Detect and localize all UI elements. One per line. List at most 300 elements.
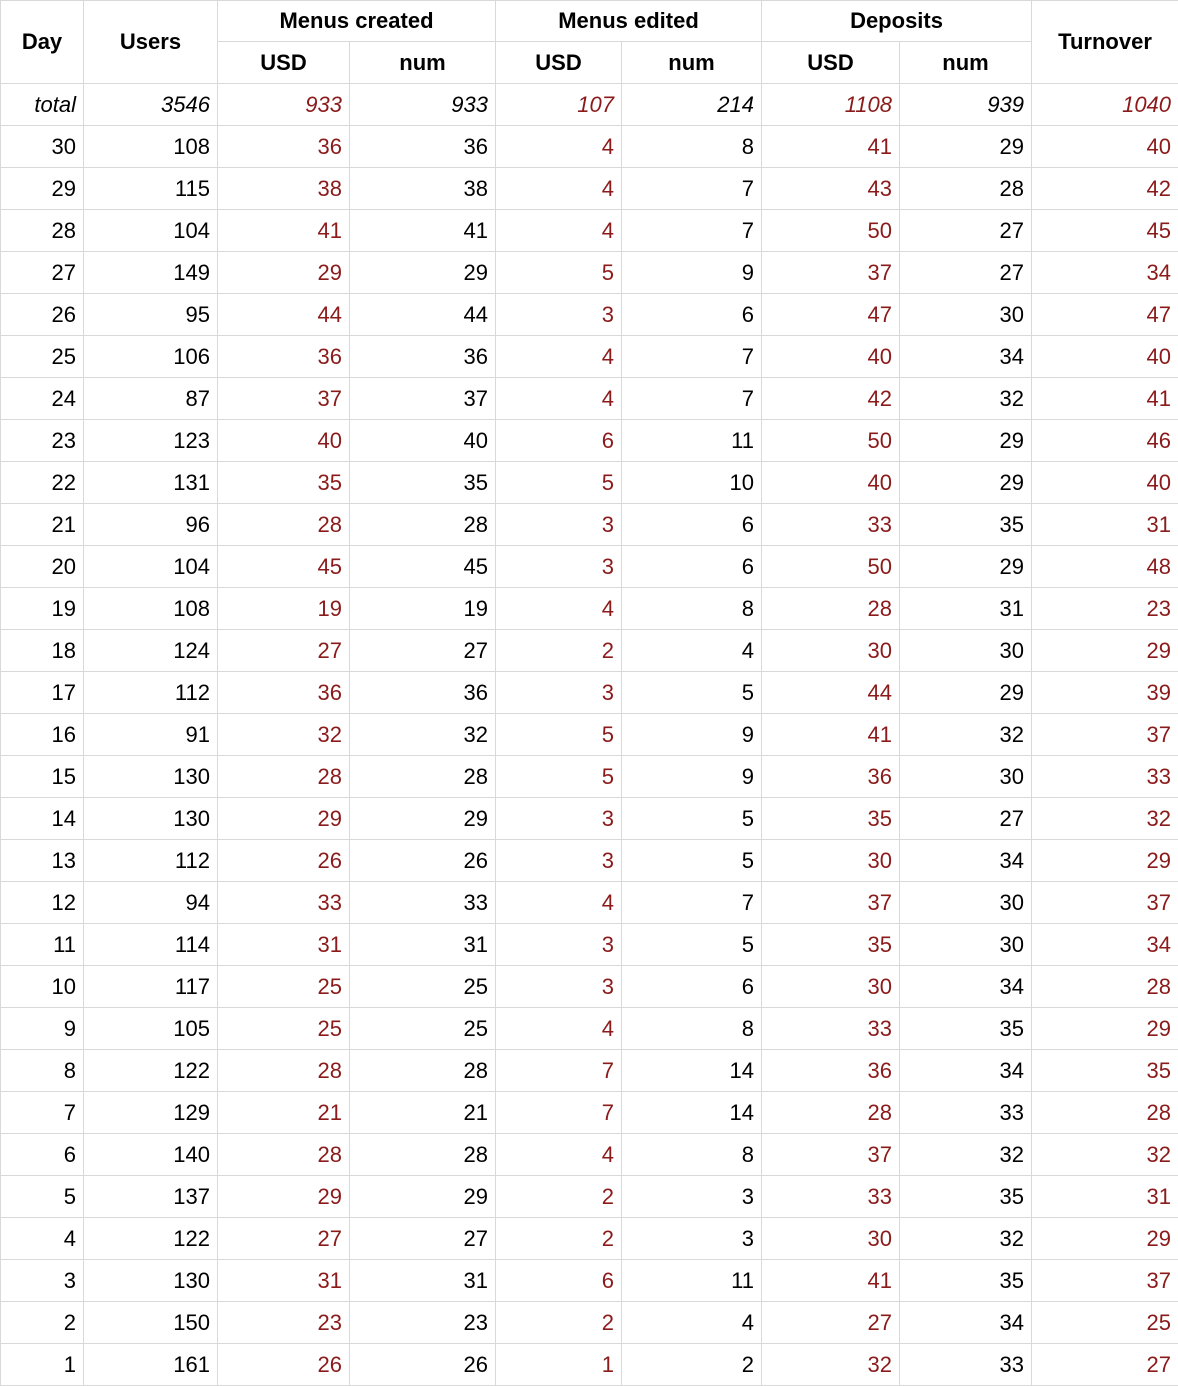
cell-menus-edited-usd: 1 xyxy=(496,1344,622,1386)
table-row xyxy=(1,882,1178,924)
cell-users: 117 xyxy=(84,966,218,1008)
subheader-deposits-num: num xyxy=(900,42,1032,84)
cell-deposits-num: 30 xyxy=(900,924,1032,966)
cell-day: 12 xyxy=(1,882,84,924)
cell-menus-created-usd: 38 xyxy=(218,168,350,210)
cell-turnover: 31 xyxy=(1032,504,1178,546)
cell-menus-created-usd: 28 xyxy=(218,1050,350,1092)
cell-turnover: 35 xyxy=(1032,1050,1178,1092)
cell-deposits-usd: 37 xyxy=(762,882,900,924)
cell-menus-edited-usd: 5 xyxy=(496,462,622,504)
cell-turnover: 31 xyxy=(1032,1176,1178,1218)
cell-menus-created-usd: 35 xyxy=(218,462,350,504)
cell-menus-edited-usd: 4 xyxy=(496,1134,622,1176)
cell-menus-edited-num: 3 xyxy=(622,1176,762,1218)
cell-deposits-usd: 35 xyxy=(762,924,900,966)
cell-turnover: 45 xyxy=(1032,210,1178,252)
cell-deposits-usd: 50 xyxy=(762,420,900,462)
subheader-menus-edited-usd: USD xyxy=(496,42,622,84)
cell-menus-edited-usd: 3 xyxy=(496,294,622,336)
cell-deposits-usd: 37 xyxy=(762,252,900,294)
cell-menus-edited-num: 5 xyxy=(622,672,762,714)
cell-deposits-usd: 35 xyxy=(762,798,900,840)
subheader-deposits-usd: USD xyxy=(762,42,900,84)
cell-deposits-usd: 30 xyxy=(762,966,900,1008)
cell-day: 1 xyxy=(1,1344,84,1386)
table-row xyxy=(1,1176,1178,1218)
cell-deposits-num: 27 xyxy=(900,210,1032,252)
cell-menus-created-usd: 28 xyxy=(218,756,350,798)
cell-menus-edited-num: 14 xyxy=(622,1050,762,1092)
cell-menus-edited-usd: 4 xyxy=(496,168,622,210)
cell-users: 105 xyxy=(84,1008,218,1050)
cell-day: 16 xyxy=(1,714,84,756)
cell-users: 108 xyxy=(84,126,218,168)
cell-menus-edited-num: 6 xyxy=(622,546,762,588)
cell-menus-edited-num: 7 xyxy=(622,882,762,924)
header-menus-created: Menus created xyxy=(218,1,496,42)
cell-turnover: 47 xyxy=(1032,294,1178,336)
cell-menus-edited-num: 5 xyxy=(622,798,762,840)
table-body xyxy=(1,84,1178,1386)
table-row xyxy=(1,1260,1178,1302)
cell-day: 30 xyxy=(1,126,84,168)
cell-menus-edited-usd: 4 xyxy=(496,126,622,168)
cell-deposits-num: 29 xyxy=(900,420,1032,462)
cell-menus-edited-num: 9 xyxy=(622,714,762,756)
cell-deposits-usd: 42 xyxy=(762,378,900,420)
cell-day: 5 xyxy=(1,1176,84,1218)
cell-day: 13 xyxy=(1,840,84,882)
cell-users: 130 xyxy=(84,798,218,840)
cell-deposits-usd: 33 xyxy=(762,1176,900,1218)
cell-menus-edited-num: 8 xyxy=(622,588,762,630)
table-row xyxy=(1,966,1178,1008)
cell-menus-created-usd: 29 xyxy=(218,252,350,294)
cell-menus-created-num: 44 xyxy=(350,294,496,336)
total-menus-created-usd: 933 xyxy=(218,84,350,126)
cell-users: 161 xyxy=(84,1344,218,1386)
cell-turnover: 29 xyxy=(1032,1218,1178,1260)
cell-deposits-num: 29 xyxy=(900,672,1032,714)
cell-users: 114 xyxy=(84,924,218,966)
header-deposits: Deposits xyxy=(762,1,1032,42)
cell-day: 18 xyxy=(1,630,84,672)
cell-users: 123 xyxy=(84,420,218,462)
cell-turnover: 28 xyxy=(1032,1092,1178,1134)
cell-menus-created-usd: 27 xyxy=(218,630,350,672)
cell-day: 25 xyxy=(1,336,84,378)
cell-users: 87 xyxy=(84,378,218,420)
cell-users: 112 xyxy=(84,840,218,882)
cell-menus-created-usd: 28 xyxy=(218,504,350,546)
cell-users: 131 xyxy=(84,462,218,504)
table-row xyxy=(1,1008,1178,1050)
table-row xyxy=(1,420,1178,462)
cell-users: 124 xyxy=(84,630,218,672)
cell-menus-edited-usd: 7 xyxy=(496,1050,622,1092)
table-row xyxy=(1,1134,1178,1176)
cell-menus-edited-num: 8 xyxy=(622,1134,762,1176)
cell-deposits-usd: 41 xyxy=(762,1260,900,1302)
cell-menus-created-num: 26 xyxy=(350,840,496,882)
table-row xyxy=(1,168,1178,210)
total-row xyxy=(1,84,1178,126)
cell-menus-edited-usd: 4 xyxy=(496,882,622,924)
table-row xyxy=(1,1092,1178,1134)
header-menus-edited: Menus edited xyxy=(496,1,762,42)
cell-deposits-usd: 40 xyxy=(762,336,900,378)
cell-turnover: 27 xyxy=(1032,1344,1178,1386)
table-row xyxy=(1,504,1178,546)
cell-menus-created-usd: 26 xyxy=(218,840,350,882)
cell-turnover: 40 xyxy=(1032,462,1178,504)
cell-menus-edited-num: 9 xyxy=(622,756,762,798)
cell-menus-edited-usd: 3 xyxy=(496,924,622,966)
cell-menus-created-num: 35 xyxy=(350,462,496,504)
cell-menus-edited-num: 4 xyxy=(622,1302,762,1344)
cell-menus-edited-num: 14 xyxy=(622,1092,762,1134)
cell-deposits-usd: 30 xyxy=(762,1218,900,1260)
cell-deposits-num: 27 xyxy=(900,798,1032,840)
total-menus-edited-num: 214 xyxy=(622,84,762,126)
cell-day: 24 xyxy=(1,378,84,420)
cell-menus-created-usd: 44 xyxy=(218,294,350,336)
subheader-menus-created-usd: USD xyxy=(218,42,350,84)
table-row xyxy=(1,1302,1178,1344)
cell-menus-created-usd: 36 xyxy=(218,126,350,168)
cell-menus-created-usd: 32 xyxy=(218,714,350,756)
cell-day: 17 xyxy=(1,672,84,714)
total-users: 3546 xyxy=(84,84,218,126)
cell-turnover: 46 xyxy=(1032,420,1178,462)
cell-menus-edited-num: 11 xyxy=(622,1260,762,1302)
cell-menus-edited-usd: 4 xyxy=(496,588,622,630)
cell-users: 108 xyxy=(84,588,218,630)
cell-menus-edited-num: 5 xyxy=(622,924,762,966)
cell-menus-edited-num: 6 xyxy=(622,966,762,1008)
cell-turnover: 37 xyxy=(1032,1260,1178,1302)
cell-deposits-num: 30 xyxy=(900,882,1032,924)
cell-menus-edited-usd: 5 xyxy=(496,252,622,294)
total-menus-edited-usd: 107 xyxy=(496,84,622,126)
cell-deposits-num: 34 xyxy=(900,1050,1032,1092)
cell-menus-edited-usd: 3 xyxy=(496,840,622,882)
cell-menus-edited-num: 7 xyxy=(622,210,762,252)
cell-day: 10 xyxy=(1,966,84,1008)
cell-deposits-num: 33 xyxy=(900,1344,1032,1386)
cell-menus-edited-num: 6 xyxy=(622,294,762,336)
cell-menus-created-num: 29 xyxy=(350,252,496,294)
cell-users: 137 xyxy=(84,1176,218,1218)
cell-deposits-num: 35 xyxy=(900,1008,1032,1050)
cell-users: 130 xyxy=(84,756,218,798)
cell-menus-created-num: 36 xyxy=(350,672,496,714)
cell-menus-created-num: 28 xyxy=(350,504,496,546)
subheader-menus-edited-num: num xyxy=(622,42,762,84)
cell-deposits-num: 33 xyxy=(900,1092,1032,1134)
cell-menus-edited-usd: 3 xyxy=(496,798,622,840)
cell-turnover: 32 xyxy=(1032,798,1178,840)
cell-menus-created-num: 36 xyxy=(350,336,496,378)
cell-deposits-num: 32 xyxy=(900,378,1032,420)
cell-users: 122 xyxy=(84,1050,218,1092)
cell-deposits-usd: 47 xyxy=(762,294,900,336)
cell-menus-created-usd: 27 xyxy=(218,1218,350,1260)
cell-deposits-num: 34 xyxy=(900,840,1032,882)
cell-day: 21 xyxy=(1,504,84,546)
table-row xyxy=(1,378,1178,420)
cell-menus-created-num: 31 xyxy=(350,1260,496,1302)
cell-deposits-usd: 33 xyxy=(762,504,900,546)
cell-turnover: 29 xyxy=(1032,630,1178,672)
cell-deposits-num: 34 xyxy=(900,336,1032,378)
cell-menus-created-num: 38 xyxy=(350,168,496,210)
cell-menus-created-num: 31 xyxy=(350,924,496,966)
total-deposits-num: 939 xyxy=(900,84,1032,126)
cell-deposits-usd: 30 xyxy=(762,840,900,882)
cell-menus-created-usd: 19 xyxy=(218,588,350,630)
cell-menus-created-usd: 25 xyxy=(218,1008,350,1050)
cell-day: 2 xyxy=(1,1302,84,1344)
cell-menus-edited-usd: 2 xyxy=(496,630,622,672)
total-label: total xyxy=(1,84,84,126)
cell-deposits-num: 34 xyxy=(900,966,1032,1008)
cell-day: 26 xyxy=(1,294,84,336)
cell-menus-edited-usd: 3 xyxy=(496,672,622,714)
table-row xyxy=(1,210,1178,252)
cell-menus-created-num: 27 xyxy=(350,1218,496,1260)
cell-menus-created-usd: 45 xyxy=(218,546,350,588)
cell-users: 129 xyxy=(84,1092,218,1134)
cell-menus-created-usd: 28 xyxy=(218,1134,350,1176)
cell-menus-created-num: 28 xyxy=(350,1134,496,1176)
cell-deposits-usd: 27 xyxy=(762,1302,900,1344)
cell-users: 150 xyxy=(84,1302,218,1344)
cell-deposits-num: 30 xyxy=(900,756,1032,798)
cell-deposits-num: 30 xyxy=(900,630,1032,672)
cell-deposits-usd: 41 xyxy=(762,714,900,756)
table-row xyxy=(1,672,1178,714)
cell-menus-edited-num: 4 xyxy=(622,630,762,672)
cell-menus-created-num: 25 xyxy=(350,1008,496,1050)
cell-menus-edited-usd: 2 xyxy=(496,1176,622,1218)
cell-users: 96 xyxy=(84,504,218,546)
cell-menus-created-num: 25 xyxy=(350,966,496,1008)
cell-menus-edited-usd: 4 xyxy=(496,378,622,420)
cell-menus-edited-num: 7 xyxy=(622,168,762,210)
total-turnover: 1040 xyxy=(1032,84,1178,126)
cell-turnover: 34 xyxy=(1032,924,1178,966)
cell-menus-created-num: 32 xyxy=(350,714,496,756)
cell-deposits-num: 27 xyxy=(900,252,1032,294)
cell-menus-created-usd: 23 xyxy=(218,1302,350,1344)
cell-menus-edited-num: 7 xyxy=(622,378,762,420)
cell-menus-created-num: 33 xyxy=(350,882,496,924)
cell-menus-edited-num: 8 xyxy=(622,1008,762,1050)
cell-deposits-num: 32 xyxy=(900,714,1032,756)
cell-users: 94 xyxy=(84,882,218,924)
cell-menus-edited-usd: 3 xyxy=(496,546,622,588)
cell-turnover: 40 xyxy=(1032,336,1178,378)
cell-turnover: 29 xyxy=(1032,840,1178,882)
cell-day: 27 xyxy=(1,252,84,294)
cell-users: 106 xyxy=(84,336,218,378)
cell-menus-created-usd: 40 xyxy=(218,420,350,462)
cell-deposits-usd: 30 xyxy=(762,630,900,672)
cell-menus-created-usd: 31 xyxy=(218,924,350,966)
cell-users: 140 xyxy=(84,1134,218,1176)
cell-users: 104 xyxy=(84,546,218,588)
cell-menus-edited-num: 11 xyxy=(622,420,762,462)
cell-deposits-num: 31 xyxy=(900,588,1032,630)
cell-deposits-usd: 50 xyxy=(762,546,900,588)
cell-users: 91 xyxy=(84,714,218,756)
table-row xyxy=(1,1344,1178,1386)
cell-menus-edited-usd: 3 xyxy=(496,966,622,1008)
cell-users: 115 xyxy=(84,168,218,210)
cell-menus-edited-num: 8 xyxy=(622,126,762,168)
subheader-menus-created-num: num xyxy=(350,42,496,84)
cell-menus-edited-usd: 5 xyxy=(496,756,622,798)
cell-turnover: 37 xyxy=(1032,714,1178,756)
table-row xyxy=(1,126,1178,168)
cell-menus-created-num: 21 xyxy=(350,1092,496,1134)
table-row xyxy=(1,546,1178,588)
cell-turnover: 41 xyxy=(1032,378,1178,420)
cell-users: 122 xyxy=(84,1218,218,1260)
cell-menus-edited-usd: 4 xyxy=(496,1008,622,1050)
cell-day: 7 xyxy=(1,1092,84,1134)
cell-menus-created-num: 26 xyxy=(350,1344,496,1386)
cell-deposits-num: 35 xyxy=(900,1176,1032,1218)
cell-menus-edited-num: 2 xyxy=(622,1344,762,1386)
table-row xyxy=(1,714,1178,756)
cell-menus-edited-num: 3 xyxy=(622,1218,762,1260)
cell-day: 11 xyxy=(1,924,84,966)
cell-turnover: 42 xyxy=(1032,168,1178,210)
cell-menus-created-num: 29 xyxy=(350,1176,496,1218)
cell-turnover: 34 xyxy=(1032,252,1178,294)
cell-deposits-num: 28 xyxy=(900,168,1032,210)
cell-turnover: 33 xyxy=(1032,756,1178,798)
cell-menus-edited-num: 10 xyxy=(622,462,762,504)
cell-menus-edited-usd: 7 xyxy=(496,1092,622,1134)
cell-users: 104 xyxy=(84,210,218,252)
cell-menus-created-usd: 33 xyxy=(218,882,350,924)
cell-menus-edited-num: 7 xyxy=(622,336,762,378)
cell-deposits-num: 29 xyxy=(900,546,1032,588)
cell-menus-created-usd: 36 xyxy=(218,672,350,714)
cell-day: 9 xyxy=(1,1008,84,1050)
cell-menus-created-num: 45 xyxy=(350,546,496,588)
cell-menus-edited-usd: 2 xyxy=(496,1302,622,1344)
cell-day: 20 xyxy=(1,546,84,588)
table-row xyxy=(1,1218,1178,1260)
cell-day: 3 xyxy=(1,1260,84,1302)
cell-menus-created-num: 19 xyxy=(350,588,496,630)
cell-menus-created-usd: 21 xyxy=(218,1092,350,1134)
cell-menus-created-num: 37 xyxy=(350,378,496,420)
cell-menus-created-num: 28 xyxy=(350,1050,496,1092)
cell-day: 28 xyxy=(1,210,84,252)
table-row xyxy=(1,756,1178,798)
cell-menus-created-usd: 29 xyxy=(218,1176,350,1218)
cell-deposits-usd: 33 xyxy=(762,1008,900,1050)
cell-menus-created-num: 23 xyxy=(350,1302,496,1344)
cell-users: 95 xyxy=(84,294,218,336)
cell-menus-created-usd: 36 xyxy=(218,336,350,378)
cell-menus-created-usd: 41 xyxy=(218,210,350,252)
cell-deposits-usd: 28 xyxy=(762,588,900,630)
cell-menus-created-num: 36 xyxy=(350,126,496,168)
cell-day: 4 xyxy=(1,1218,84,1260)
table-row xyxy=(1,462,1178,504)
cell-turnover: 37 xyxy=(1032,882,1178,924)
cell-menus-edited-usd: 3 xyxy=(496,504,622,546)
cell-day: 23 xyxy=(1,420,84,462)
cell-day: 22 xyxy=(1,462,84,504)
table-row xyxy=(1,840,1178,882)
cell-day: 8 xyxy=(1,1050,84,1092)
cell-deposits-usd: 28 xyxy=(762,1092,900,1134)
cell-deposits-num: 29 xyxy=(900,126,1032,168)
cell-menus-edited-num: 6 xyxy=(622,504,762,546)
cell-menus-created-usd: 26 xyxy=(218,1344,350,1386)
table-row xyxy=(1,294,1178,336)
cell-turnover: 25 xyxy=(1032,1302,1178,1344)
cell-menus-created-usd: 37 xyxy=(218,378,350,420)
table-row xyxy=(1,630,1178,672)
cell-menus-created-usd: 29 xyxy=(218,798,350,840)
cell-menus-edited-usd: 6 xyxy=(496,420,622,462)
header-users: Users xyxy=(84,1,218,84)
cell-turnover: 28 xyxy=(1032,966,1178,1008)
header-day: Day xyxy=(1,1,84,84)
table-row xyxy=(1,924,1178,966)
cell-turnover: 29 xyxy=(1032,1008,1178,1050)
table-row xyxy=(1,588,1178,630)
cell-deposits-usd: 41 xyxy=(762,126,900,168)
table-row xyxy=(1,798,1178,840)
cell-deposits-usd: 50 xyxy=(762,210,900,252)
total-menus-created-num: 933 xyxy=(350,84,496,126)
cell-deposits-usd: 32 xyxy=(762,1344,900,1386)
cell-users: 112 xyxy=(84,672,218,714)
cell-day: 29 xyxy=(1,168,84,210)
cell-menus-created-num: 29 xyxy=(350,798,496,840)
cell-day: 15 xyxy=(1,756,84,798)
cell-day: 6 xyxy=(1,1134,84,1176)
cell-deposits-usd: 37 xyxy=(762,1134,900,1176)
cell-menus-edited-usd: 4 xyxy=(496,210,622,252)
cell-deposits-num: 35 xyxy=(900,504,1032,546)
total-deposits-usd: 1108 xyxy=(762,84,900,126)
cell-day: 19 xyxy=(1,588,84,630)
cell-deposits-usd: 36 xyxy=(762,1050,900,1092)
cell-deposits-num: 32 xyxy=(900,1134,1032,1176)
table-row xyxy=(1,252,1178,294)
cell-menus-edited-usd: 6 xyxy=(496,1260,622,1302)
cell-menus-edited-num: 9 xyxy=(622,252,762,294)
cell-users: 130 xyxy=(84,1260,218,1302)
cell-deposits-num: 32 xyxy=(900,1218,1032,1260)
table-row xyxy=(1,336,1178,378)
cell-deposits-num: 30 xyxy=(900,294,1032,336)
header-turnover: Turnover xyxy=(1032,1,1178,84)
cell-menus-created-num: 28 xyxy=(350,756,496,798)
cell-turnover: 48 xyxy=(1032,546,1178,588)
